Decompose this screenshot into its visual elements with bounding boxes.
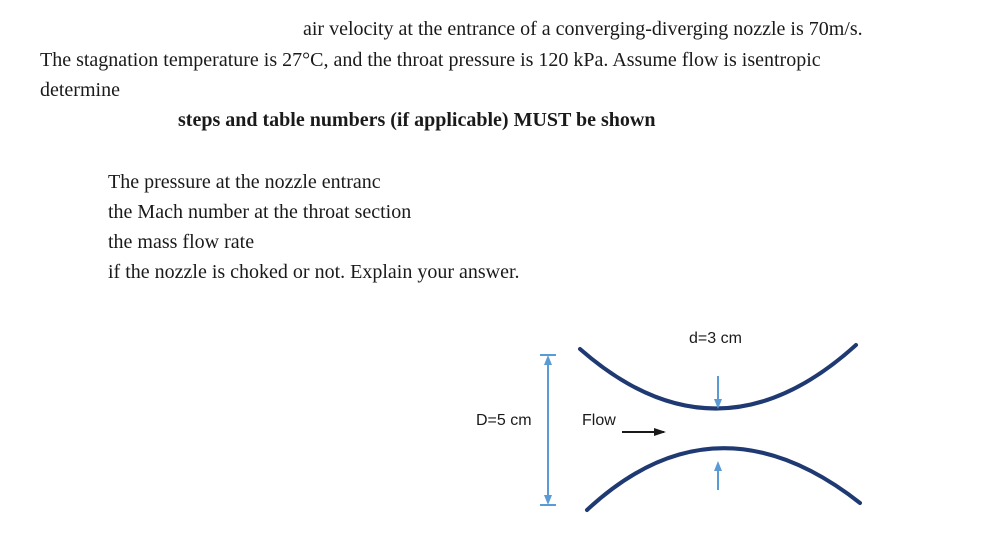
- task-nozzle-entrance-pressure: The pressure at the nozzle entranc: [108, 171, 381, 193]
- instruction-text: steps and table numbers (if applicable) MUST be shown: [178, 109, 656, 131]
- lower-nozzle-wall: [587, 448, 860, 510]
- problem-line-1: air velocity at the entrance of a converging-diverging nozzle is 70m/s.: [303, 18, 863, 40]
- task-mass-flow-rate: the mass flow rate: [108, 231, 255, 253]
- flow-label: Flow: [582, 412, 616, 429]
- throat-diameter-label: d=3 cm: [689, 330, 742, 347]
- inlet-diameter-label: D=5 cm: [476, 412, 532, 429]
- task-throat-mach-number: the Mach number at the throat section: [108, 201, 412, 223]
- problem-line-3: determine: [40, 79, 120, 101]
- task-choked-check: if the nozzle is choked or not. Explain your answer.: [108, 261, 520, 283]
- problem-line-2: The stagnation temperature is 27°C, and the throat pressure is 120 kPa. Assume flow is isentropic: [40, 49, 821, 71]
